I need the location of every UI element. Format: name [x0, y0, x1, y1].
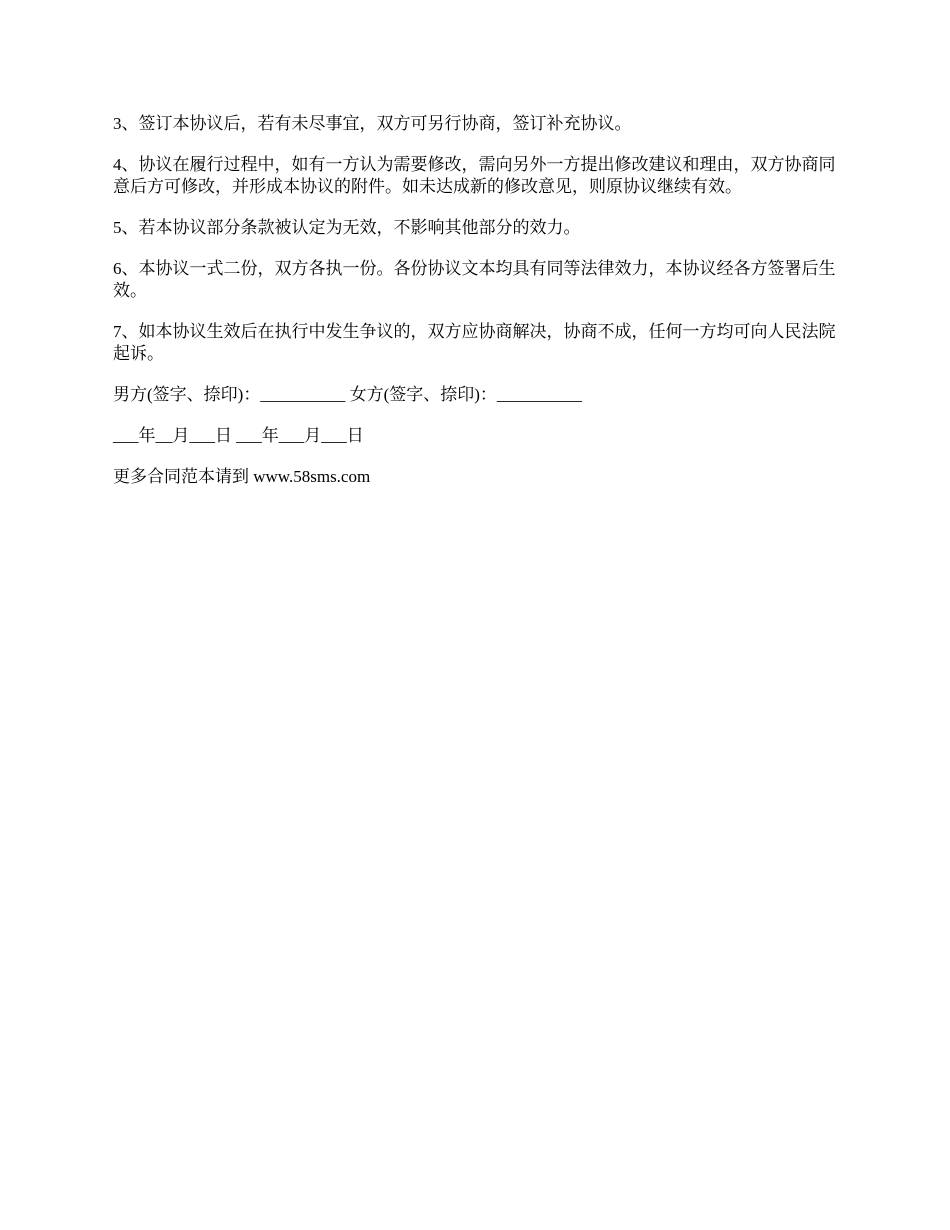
- clause-6: 6、本协议一式二份，双方各执一份。各份协议文本均具有同等法律效力，本协议经各方签署后生效。: [113, 259, 836, 300]
- signature-line: 男方(签字、捺印)：__________ 女方(签字、捺印)：__________: [113, 385, 582, 404]
- date-line: ___年__月___日 ___年___月___日: [113, 426, 364, 445]
- clause-5: 5、若本协议部分条款被认定为无效，不影响其他部分的效力。: [113, 218, 581, 237]
- footer-note: 更多合同范本请到 www.58sms.com: [113, 467, 371, 486]
- clause-4: 4、协议在履行过程中，如有一方认为需要修改，需向另外一方提出修改建议和理由，双方协商同意后方可修改，并形成本协议的附件。如未达成新的修改意见，则原协议继续有效。: [113, 155, 836, 196]
- clause-7: 7、如本协议生效后在执行中发生争议的，双方应协商解决，协商不成，任何一方均可向人民法院起诉。: [113, 322, 836, 363]
- clause-3: 3、签订本协议后，若有未尽事宜，双方可另行协商，签订补充协议。: [113, 114, 632, 133]
- document-body: [113, 113, 838, 507]
